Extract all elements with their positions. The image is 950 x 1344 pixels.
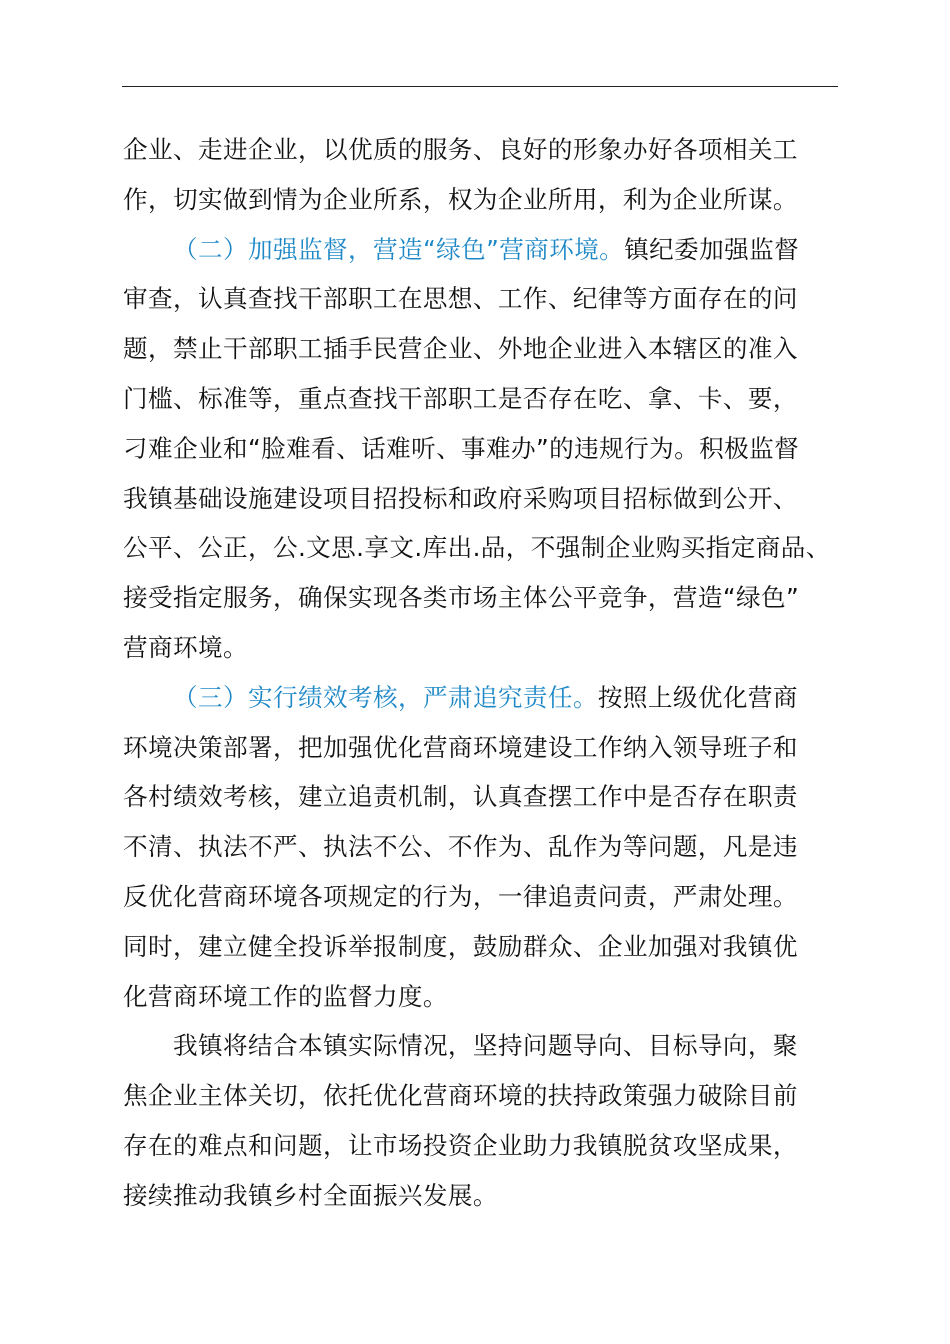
text-line: 刁难企业和“脸难看、话难听、事难办”的违规行为。积极监督 [123, 433, 800, 463]
paragraph-1 [123, 125, 839, 225]
text-line: 焦企业主体关切，依托优化营商环境的扶持政策强力破除目前 [123, 1081, 798, 1111]
paragraph-4 [123, 1021, 839, 1220]
text-line: 反优化营商环境各项规定的行为，一律追责问责，严肃处理。 [123, 881, 798, 911]
text-line: 公平、公正，公.文思.享文.库出.品，不强制企业购买指定商品、 [123, 533, 831, 563]
text-line: 企业、走进企业，以优质的服务、良好的形象办好各项相关工 [123, 135, 798, 164]
section-heading-3: （三）实行绩效考核，严肃追究责任。 [173, 682, 598, 712]
paragraph-3 [123, 673, 839, 1022]
text-line: 营商环境。 [123, 632, 248, 662]
text-line: 我镇基础设施建设项目招投标和政府采购项目招标做到公开、 [123, 483, 798, 513]
section-heading-2: （二）加强监督，营造“绿色”营商环境。 [173, 234, 625, 264]
text-line: 题，禁止干部职工插手民营企业、外地企业进入本辖区的准入 [123, 334, 798, 364]
text-line: 不清、执法不严、执法不公、不作为、乱作为等问题，凡是违 [123, 832, 798, 862]
text-line: 存在的难点和问题，让市场投资企业助力我镇脱贫攻坚成果， [123, 1130, 798, 1160]
text-line: 接续推动我镇乡村全面振兴发展。 [123, 1180, 498, 1210]
text-line: 各村绩效考核，建立追责机制，认真查摆工作中是否存在职责 [123, 782, 798, 812]
document-body [123, 125, 839, 1221]
text-line: 接受指定服务，确保实现各类市场主体公平竞争，营造“绿色” [123, 583, 800, 613]
paragraph-2 [123, 225, 839, 673]
text-line [123, 225, 839, 275]
text-line: 我镇将结合本镇实际情况，坚持问题导向、目标导向，聚 [173, 1031, 798, 1061]
text-line: 作，切实做到情为企业所系，权为企业所用，利为企业所谋。 [123, 184, 798, 214]
text-line: 门槛、标准等，重点查找干部职工是否存在吃、拿、卡、要， [123, 383, 798, 413]
text-line: 环境决策部署，把加强优化营商环境建设工作纳入领导班子和 [123, 732, 798, 762]
text-line [123, 673, 839, 723]
header-rule [122, 86, 838, 87]
text-line: 化营商环境工作的监督力度。 [123, 981, 448, 1011]
text-line: 审查，认真查找干部职工在思想、工作、纪律等方面存在的问 [123, 284, 798, 314]
text-fragment: 镇纪委加强监督 [624, 234, 800, 264]
text-line: 同时，建立健全投诉举报制度，鼓励群众、企业加强对我镇优 [123, 931, 798, 961]
text-fragment: 按照上级优化营商 [597, 682, 798, 712]
